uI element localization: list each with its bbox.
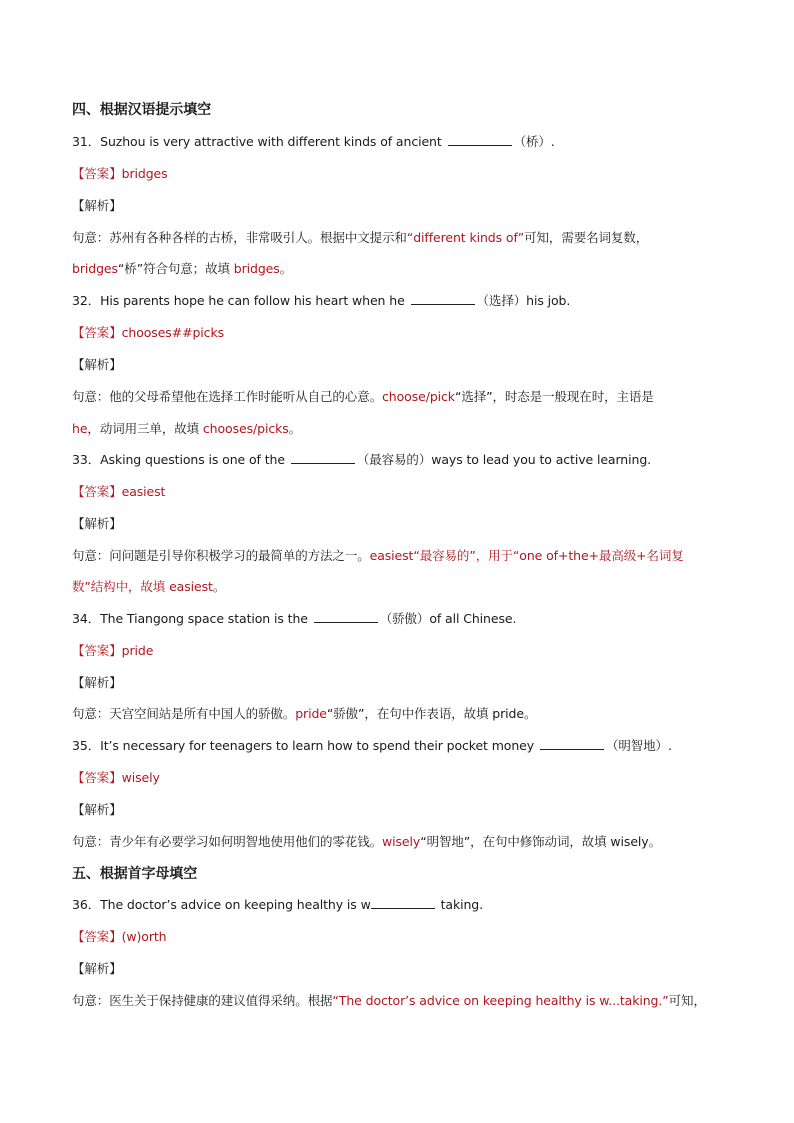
analysis-label-34: 【解析】 [72,675,122,690]
answer-32: 【答案】chooses##picks [72,325,224,340]
analysis-label-33: 【解析】 [72,516,122,531]
answer-blank [411,292,475,305]
answer-31: 【答案】bridges [72,166,168,181]
answer-blank [540,737,604,750]
answer-36: 【答案】(w)orth [72,929,167,944]
question-36: 36．The doctor’s advice on keeping healthy is w taking. [72,897,483,912]
question-31: 31．Suzhou is very attractive with different kinds of ancient （桥）. [72,134,555,149]
question-35: 35．It’s necessary for teenagers to learn how to spend their pocket money （明智地）. [72,738,672,753]
explanation-31-line2: bridges“桥”符合句意；故填 bridges。 [72,261,293,276]
explanation-33-line1: 句意：问问题是引导你积极学习的最简单的方法之一。easiest“最容易的”，用于“one of+the+最高级+名词复 [72,548,684,563]
section-heading: 四、根据汉语提示填空 [72,102,211,118]
answer-34: 【答案】pride [72,643,154,658]
explanation-35-line1: 句意：青少年有必要学习如何明智地使用他们的零花钱。wisely“明智地”，在句中修饰动词，故填 wisely。 [72,834,661,849]
analysis-label-35: 【解析】 [72,802,122,817]
answer-blank [291,451,355,464]
answer-35: 【答案】wisely [72,770,160,785]
question-34: 34．The Tiangong space station is the （骄傲）of all Chinese. [72,611,517,626]
analysis-label-31: 【解析】 [72,198,122,213]
explanation-33-line2: 数”结构中，故填 easiest。 [72,579,226,594]
explanation-32-line2: he，动词用三单，故填 chooses/picks。 [72,421,302,436]
answer-blank [314,610,378,623]
analysis-label-32: 【解析】 [72,357,122,372]
explanation-34-line1: 句意：天宫空间站是所有中国人的骄傲。pride“骄傲”，在句中作表语，故填 pride。 [72,706,537,721]
answer-33: 【答案】easiest [72,484,166,499]
answer-blank [448,133,512,146]
question-32: 32．His parents hope he can follow his heart when he （选择）his job. [72,293,571,308]
explanation-31-line1: 句意：苏州有各种各样的古桥，非常吸引人。根据中文提示和“different kinds of”可知，需要名词复数， [72,230,649,245]
analysis-label-36: 【解析】 [72,961,122,976]
explanation-32-line1: 句意：他的父母希望他在选择工作时能听从自己的心意。choose/pick“选择”，时态是一般现在时，主语是 [72,389,654,404]
question-33: 33．Asking questions is one of the （最容易的）ways to lead you to active learning. [72,452,652,467]
explanation-36-line1: 句意：医生关于保持健康的建议值得采纳。根据“The doctor’s advice on keeping healthy is w...taking.”可知， [72,993,706,1008]
section-heading: 五、根据首字母填空 [72,866,198,882]
answer-blank [371,896,435,909]
